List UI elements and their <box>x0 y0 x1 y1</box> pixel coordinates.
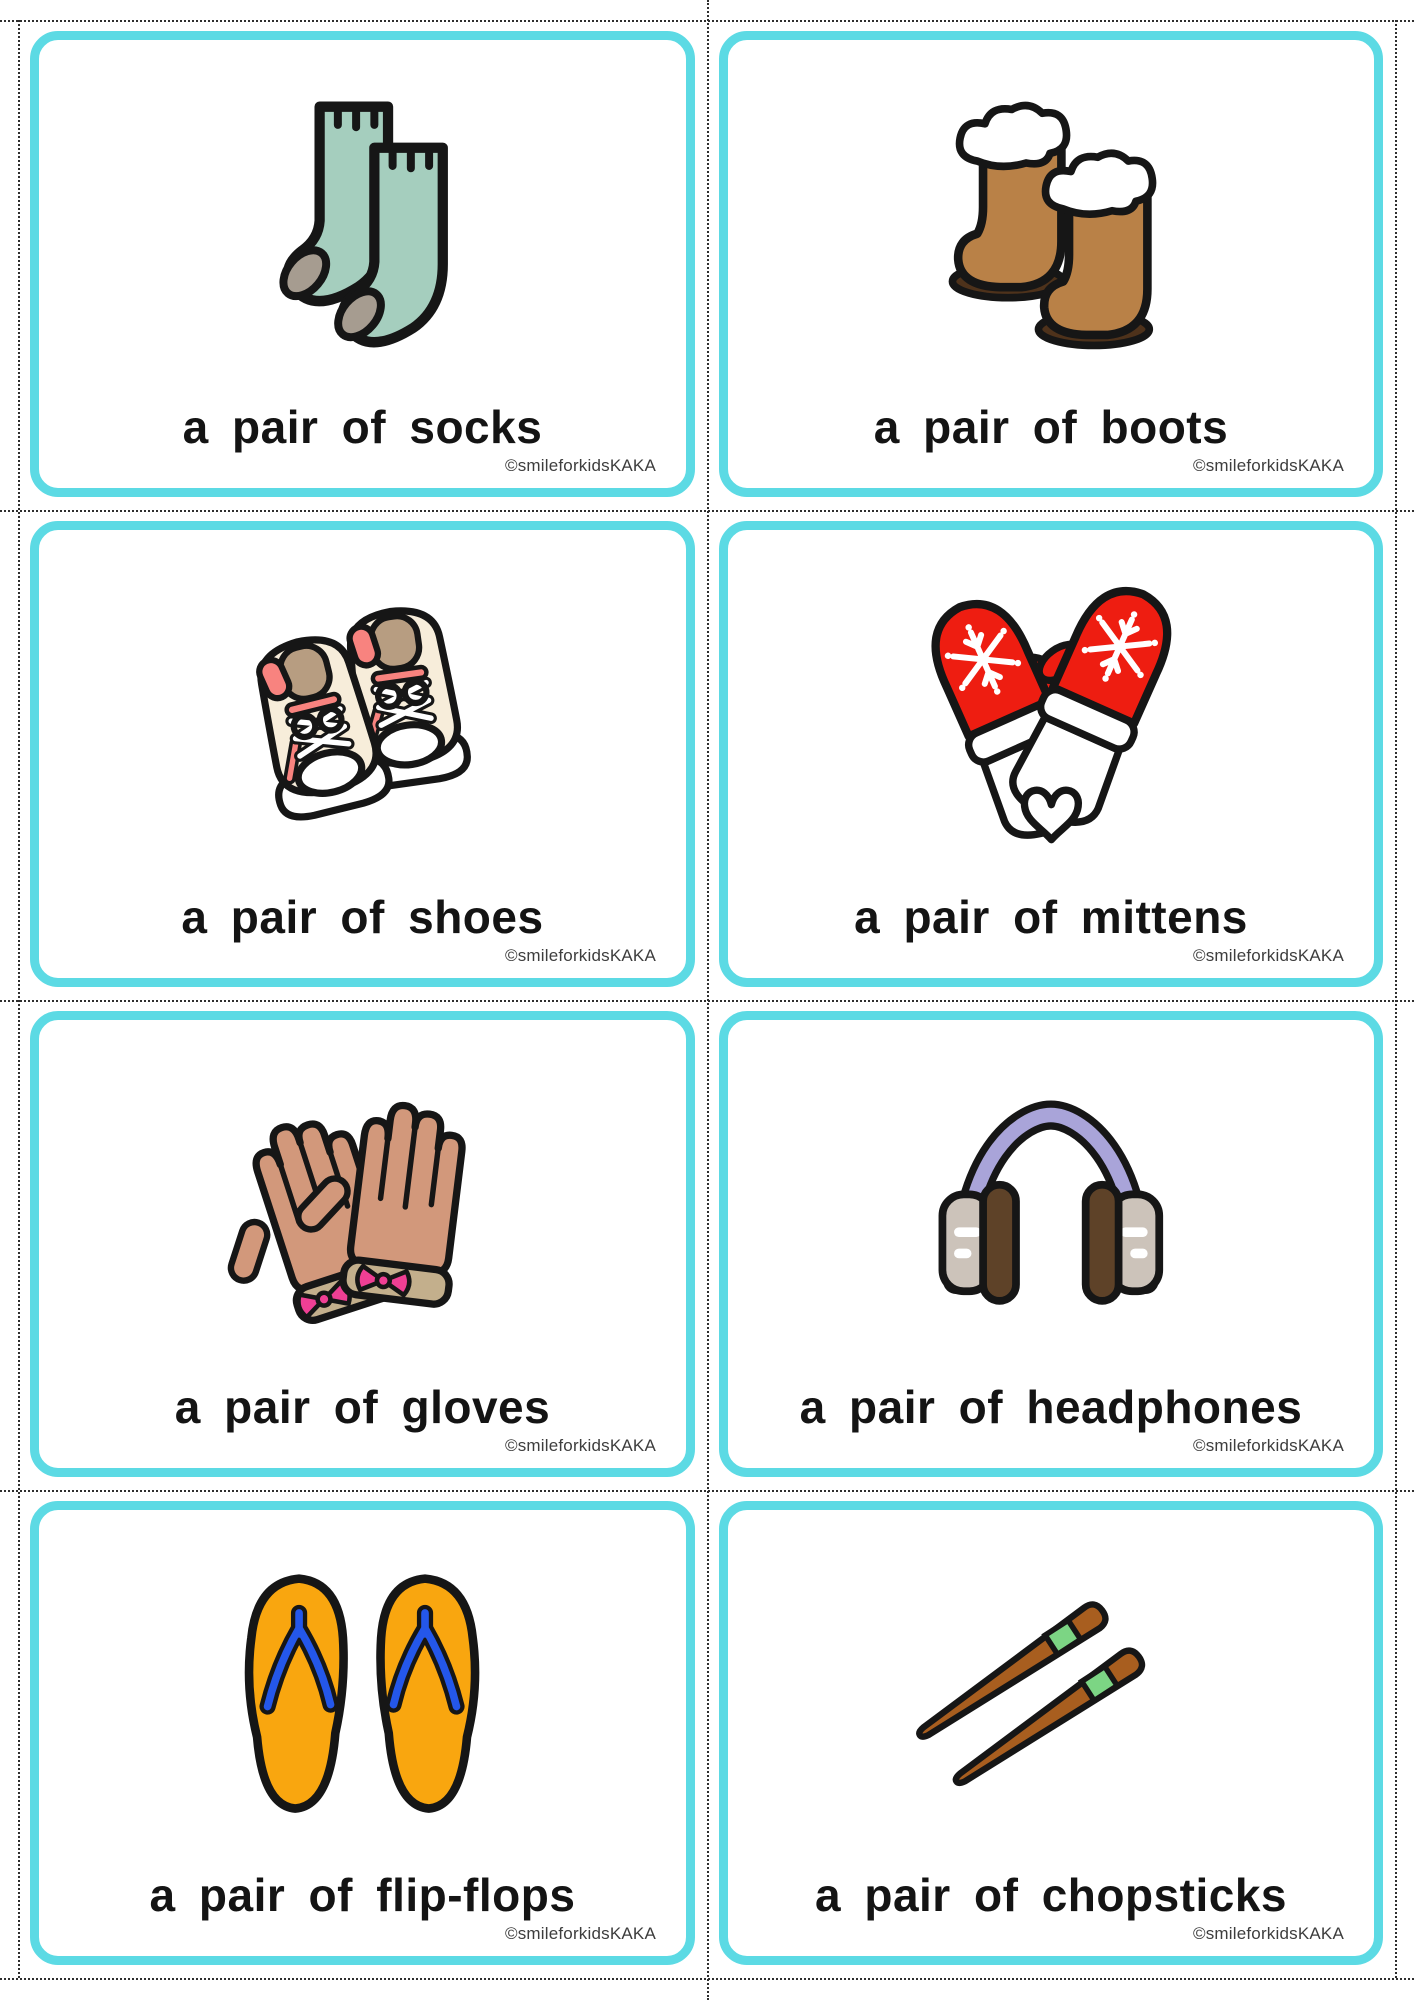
copyright-watermark: ©smileforkidsKAKA <box>1192 1436 1344 1455</box>
card-art <box>39 40 686 404</box>
copyright-watermark: ©smileforkidsKAKA <box>1192 1924 1344 1943</box>
card-art <box>728 1510 1374 1872</box>
upper-chopstick <box>914 1601 1110 1743</box>
card-caption: a pair of boots <box>873 401 1229 453</box>
card-art <box>728 40 1374 404</box>
flashcard-chopsticks <box>719 1501 1383 1965</box>
flashcard-headphones <box>719 1011 1383 1477</box>
grid-cell <box>18 1490 707 1978</box>
flashcard-mittens <box>719 521 1383 987</box>
copyright-watermark: ©smileforkidsKAKA <box>504 1436 656 1455</box>
card-caption: a pair of chopsticks <box>814 1869 1287 1921</box>
socks-icon <box>274 93 451 361</box>
card-art <box>39 1020 686 1384</box>
card-caption: a pair of headphones <box>799 1381 1303 1433</box>
copyright-watermark: ©smileforkidsKAKA <box>504 1924 656 1943</box>
card-caption: a pair of flip-flops <box>149 1869 576 1921</box>
card-caption: a pair of mittens <box>854 891 1248 943</box>
flashcard-gloves <box>30 1011 695 1477</box>
flip-flops-icon <box>238 1571 486 1821</box>
card-caption: a pair of shoes <box>181 891 544 943</box>
card-art <box>39 530 686 894</box>
flashcard-boots <box>719 31 1383 497</box>
card-art <box>728 530 1374 894</box>
right-flip-flop <box>381 1579 476 1809</box>
grid-cell <box>707 1490 1395 1978</box>
grid-cell <box>707 20 1395 510</box>
left-flip-flop <box>249 1579 344 1809</box>
right-ear-cup <box>1086 1185 1160 1301</box>
chopsticks-icon <box>914 1581 1189 1810</box>
flashcard-socks <box>30 31 695 497</box>
mittens-icon <box>913 574 1190 860</box>
shoes-icon <box>223 589 501 845</box>
copyright-watermark: ©smileforkidsKAKA <box>1192 946 1344 965</box>
card-art <box>728 1020 1374 1384</box>
left-ear-cup <box>943 1185 1017 1301</box>
cut-line-vertical-right <box>1395 20 1397 1978</box>
grid-cell <box>707 510 1395 1000</box>
grid-cell <box>18 1000 707 1490</box>
grid-cell <box>18 510 707 1000</box>
lower-chopstick <box>946 1647 1145 1789</box>
boots-icon <box>941 98 1161 356</box>
card-caption: a pair of gloves <box>174 1381 551 1433</box>
grid-cell <box>18 20 707 510</box>
grid-cell <box>707 1000 1395 1490</box>
copyright-watermark: ©smileforkidsKAKA <box>504 456 656 475</box>
card-art <box>39 1510 686 1872</box>
card-grid <box>18 20 1395 1978</box>
flashcard-shoes <box>30 521 695 987</box>
card-caption: a pair of socks <box>182 401 543 453</box>
flashcard-flip-flops <box>30 1501 695 1965</box>
headphones-icon <box>925 1086 1177 1328</box>
copyright-watermark: ©smileforkidsKAKA <box>1192 456 1344 475</box>
gloves-icon <box>226 1070 500 1344</box>
copyright-watermark: ©smileforkidsKAKA <box>504 946 656 965</box>
